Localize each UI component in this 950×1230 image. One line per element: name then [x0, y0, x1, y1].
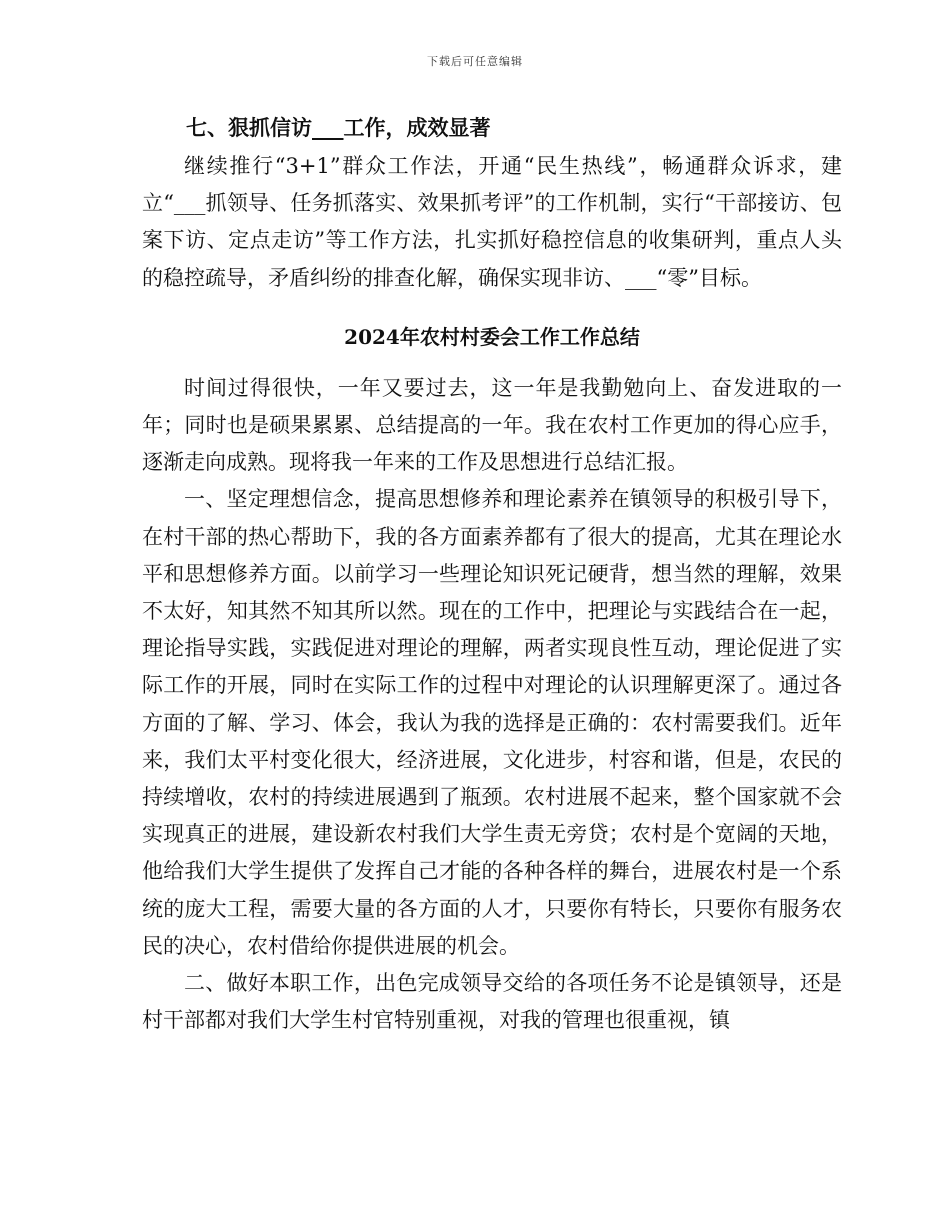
article-title: 2024年农村村委会工作工作总结 — [344, 324, 640, 349]
section-paragraph: 继续推行“3+1”群众工作法，开通“民生热线”，畅通群众诉求，建立“___抓领导、任务抓落实、效果抓考评”的工作机制，实行“干部接访、包案下访、定点走访”等工作方法，扎实抓好稳控信息的收集研判，重点人头的稳控疏导，矛盾纠纷的排查化解，确保实现非访、___“零”目标。 — [142, 154, 842, 290]
page-header: 下载后可任意编辑 — [427, 55, 523, 68]
article-paragraph: 一、坚定理想信念，提高思想修养和理论素养在镇领导的积极引导下，在村干部的热心帮助下，我的各方面素养都有了很大的提高，尤其在理论水平和思想修养方面。以前学习一些理论知识死记硬背，想当然的理解，效果不太好，知其然不知其所以然。现在的工作中，把理论与实践结合在一起，理论指导实践，实践促进对理论的理解，两者实现良性互动，理论促进了实际工作的开展，同时在实际工作的过程中对理论的认识理解更深了。通过各方面的了解、学习、体会，我认为我的选择是正确的：农村需要我们。近年来，我们太平村变化很大，经济进展，文化进步，村容和谐，但是，农民的持续增收，农村的持续进展遇到了瓶颈。农村进展不起来，整个国家就不会实现真正的进展，建设新农村我们大学生责无旁贷；农村是个宽阔的天地，他给我们大学生提供了发挥自己才能的各种各样的舞台，进展农村是一个系统的庞大工程，需要大量的各方面的人才，只要你有特长，只要你有服务农民的决心，农村借给你提供进展的机会。 — [142, 487, 842, 958]
document-body — [142, 108, 842, 1039]
article-paragraph: 时间过得很快，一年又要过去，这一年是我勤勉向上、奋发进取的一年；同时也是硕果累累、总结提高的一年。我在农村工作更加的得心应手，逐渐走向成熟。现将我一年来的工作及思想进行总结汇报。 — [142, 375, 842, 475]
section-heading: 七、狠抓信访___工作，成效显著 — [186, 115, 491, 140]
article-paragraph: 二、做好本职工作，出色完成领导交给的各项任务不论是镇领导，还是村干部都对我们大学生村官特别重视，对我的管理也很重视，镇 — [142, 971, 842, 1033]
